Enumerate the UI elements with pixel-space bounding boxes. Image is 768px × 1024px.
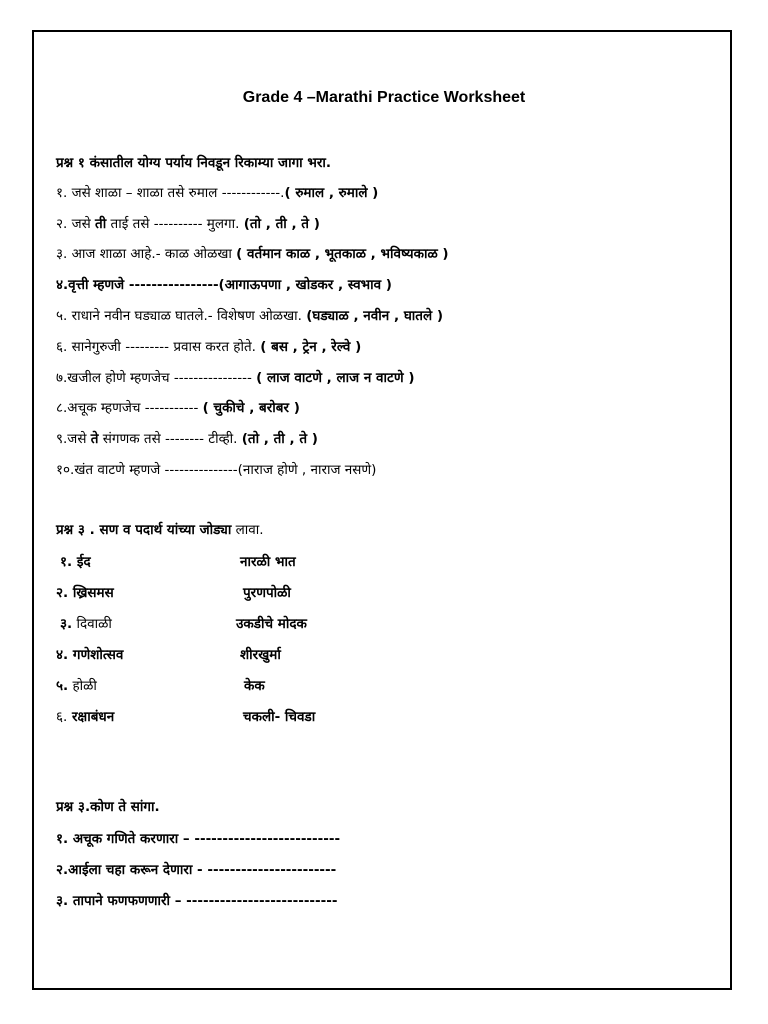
section3-item-1: १. अचूक गणिते करणारा – -------------------------- <box>56 831 341 847</box>
pair-left-3-num: ३. <box>60 616 73 632</box>
question-8-options: ( चुकीचे , बरोबर ) <box>202 400 300 416</box>
pair-right-6: चकली- चिवडा <box>243 709 316 725</box>
question-9 <box>56 430 318 448</box>
pair-left-2: २. ख्रिसमस <box>56 585 114 601</box>
pair-left-4: ४. गणेशोत्सव <box>56 647 124 663</box>
pair-left-6-num: ६. <box>56 709 68 725</box>
question-1 <box>56 184 378 202</box>
question-2-bold-word: ती <box>95 216 107 232</box>
pair-right-2: पुरणपोळी <box>243 585 291 601</box>
section3-heading: प्रश्न ३.कोण ते सांगा. <box>56 799 160 815</box>
section1-heading: प्रश्न १ कंसातील योग्य पर्याय निवडून रिकाम्या जागा भरा. <box>56 155 332 171</box>
question-7-options: ( लाज वाटणे , लाज न वाटणे ) <box>256 370 415 386</box>
question-7 <box>56 369 414 387</box>
question-7-text: ७.खजील होणे म्हणजेच ---------------- <box>56 370 257 386</box>
question-6-options: ( बस , ट्रेन , रेल्वे ) <box>260 339 362 355</box>
question-9-text: संगणक तसे -------- टीव्ही. <box>98 431 242 447</box>
section2-heading-rest: लावा. <box>231 522 264 538</box>
worksheet-title: Grade 4 –Marathi Practice Worksheet <box>242 89 526 106</box>
pair-left-6 <box>56 708 114 726</box>
question-2-pre: २. जसे <box>56 216 96 232</box>
pair-left-3-text: दिवाळी <box>72 616 112 632</box>
pair-right-4: शीरखुर्मा <box>240 647 281 663</box>
question-10: १०.खंत वाटणे म्हणजे ---------------(नाराज होणे , नाराज नसणे) <box>56 462 377 478</box>
question-9-bold-word: ते <box>90 431 99 447</box>
pair-right-3: उकडीचे मोदक <box>236 616 307 632</box>
pair-left-3 <box>60 615 112 633</box>
question-8-text: ८.अचूक म्हणजेच ----------- <box>56 400 203 416</box>
pair-left-5 <box>56 677 97 695</box>
section3-item-2: २.आईला चहा करून देणारा - ----------------------- <box>56 862 337 878</box>
question-9-pre: ९.जसे <box>56 431 91 447</box>
question-6-text: ६. सानेगुरुजी --------- प्रवास करत होते. <box>56 339 261 355</box>
question-4: ४.वृत्ती म्हणजे ----------------(आगाऊपणा , खोडकर , स्वभाव ) <box>56 277 392 293</box>
section2-heading-bold: प्रश्न ३ . सण व पदार्थ यांच्या जोड्या <box>56 522 232 538</box>
question-5-options: (घड्याळ , नवीन , घातले ) <box>306 308 444 324</box>
question-8 <box>56 399 300 417</box>
pair-left-1: १. ईद <box>60 554 91 570</box>
question-9-options: (तो , ती , ते ) <box>241 431 318 447</box>
question-5-text: ५. राधाने नवीन घड्याळ घातले.- विशेषण ओळखा. <box>56 308 307 324</box>
question-3 <box>56 245 449 263</box>
pair-left-5-num: ५. <box>56 678 69 694</box>
section2-heading <box>56 521 264 539</box>
section3-item-3: ३. तापाने फणफणणारी – --------------------------- <box>56 893 338 909</box>
question-2 <box>56 215 320 233</box>
question-6 <box>56 338 361 356</box>
pair-left-6-text: रक्षाबंधन <box>67 709 115 725</box>
question-5 <box>56 307 443 325</box>
question-2-text: ताई तसे ---------- मुलगा. <box>106 216 244 232</box>
question-2-options: (तो , ती , ते ) <box>243 216 320 232</box>
pair-right-1: नारळी भात <box>240 554 296 570</box>
question-1-options: ( रुमाल , रुमाले ) <box>284 185 379 201</box>
pair-left-5-text: होळी <box>68 678 97 694</box>
question-3-options: ( वर्तमान काळ , भूतकाळ , भविष्यकाळ ) <box>236 246 449 262</box>
question-1-text: १. जसे शाळा – शाळा तसे रुमाल ------------. <box>56 185 285 201</box>
question-3-text: ३. आज शाळा आहे.- काळ ओळखा <box>56 246 237 262</box>
pair-right-5: केक <box>244 678 265 694</box>
